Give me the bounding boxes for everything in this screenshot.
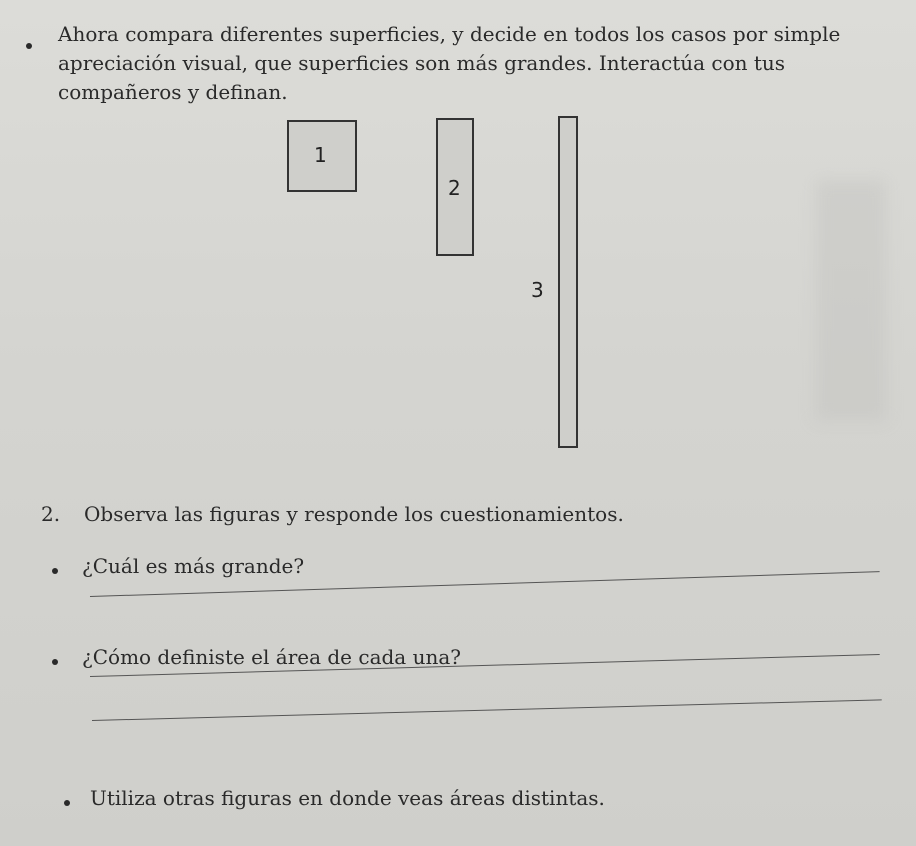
figure-2-label: 2 [448, 176, 461, 200]
question-1-text: ¿Cuál es más grande? [82, 554, 305, 578]
figure-3-label: 3 [531, 278, 544, 302]
question-3-text: Utiliza otras figuras en donde veas áreas distintas. [90, 786, 605, 810]
intro-paragraph: Ahora compara diferentes superficies, y decide en todos los casos por simple apreciación visual, que superficies son más grandes. Interactúa con tus compañeros y definan. [58, 22, 841, 104]
figure-1-label: 1 [314, 143, 327, 167]
question-2-text: ¿Cómo definiste el área de cada una? [82, 645, 461, 669]
question-3-bullet [64, 800, 70, 806]
figure-3-thin-rectangle [558, 116, 578, 448]
bleed-through-shadow [816, 180, 886, 420]
section-title: Observa las figuras y responde los cuestionamientos. [84, 502, 624, 526]
question-2-bullet [52, 659, 58, 665]
intro-bullet [26, 43, 32, 49]
answer-line-3 [92, 699, 882, 721]
question-1-bullet [52, 568, 58, 574]
section-number: 2. [41, 502, 61, 526]
